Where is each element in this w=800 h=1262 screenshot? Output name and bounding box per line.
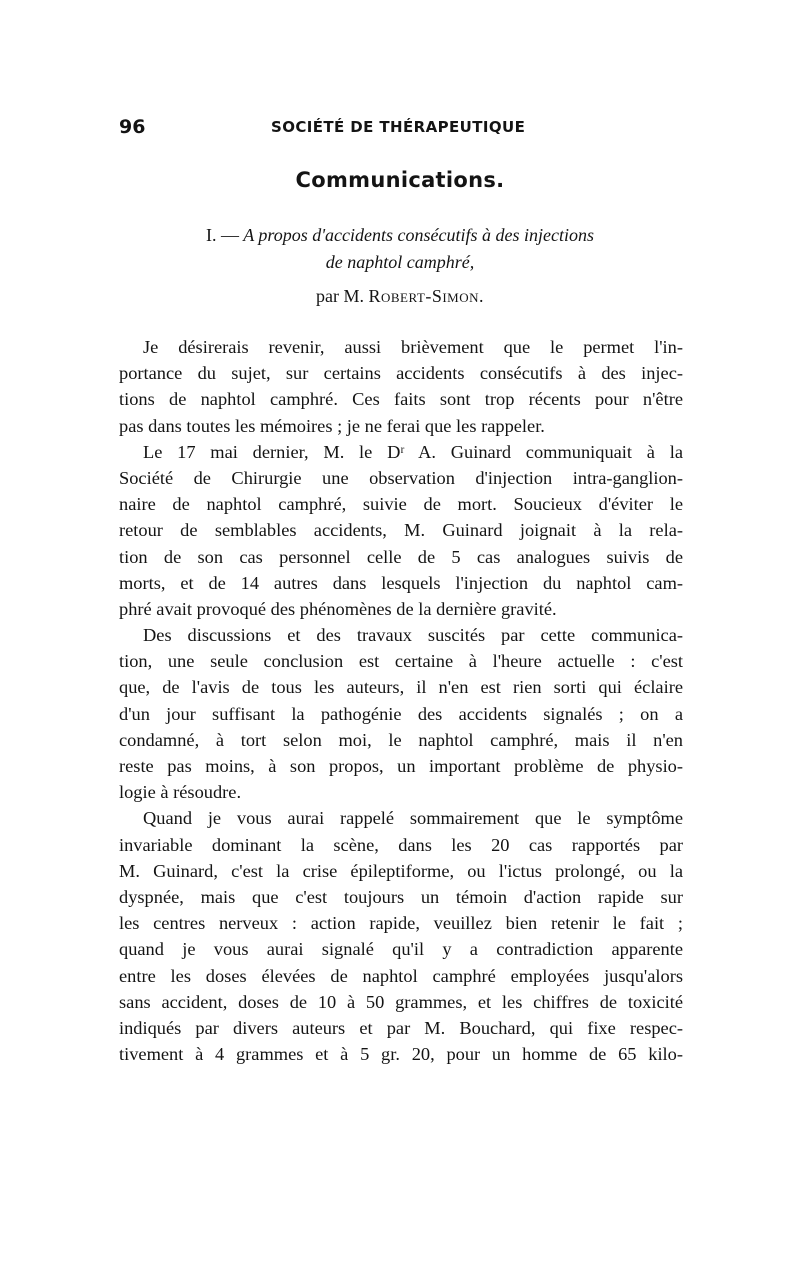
author-name: Robert-Simon. <box>368 286 484 306</box>
body-line: M. Guinard, c'est la crise épileptiforme, ou l'ictus prolongé, ou la <box>119 860 683 881</box>
article-number: I. — <box>206 225 239 245</box>
body-line: les centres nerveux : action rapide, veuillez bien retenir le fait ; <box>119 913 683 934</box>
body-line: entre les doses élevées de naphtol camphré employées jusqu'alors <box>119 965 683 986</box>
body-line: sans accident, doses de 10 à 50 grammes, et les chiffres de toxicité <box>119 991 683 1012</box>
body-line: Je désirerais revenir, aussi brièvement que le permet l'in- <box>143 337 683 357</box>
body-line: tion de son cas personnel celle de 5 cas analogues suivis de <box>119 546 683 567</box>
body-line: portance du sujet, sur certains accidents consécutifs à des injec- <box>119 363 683 384</box>
body-text <box>119 334 683 1067</box>
body-line: invariable dominant la scène, dans les 20 cas rapportés par <box>119 834 683 855</box>
body-line: morts, et de 14 autres dans lesquels l'injection du naphtol cam- <box>119 572 683 593</box>
body-line: d'un jour suffisant la pathogénie des accidents signalés ; on a <box>119 703 683 724</box>
byline-prefix: par M. <box>315 286 364 306</box>
body-line: condamné, à tort selon moi, le naphtol camphré, mais il n'en <box>119 729 683 750</box>
body-line: quand je vous aurai signalé qu'il y a contradiction apparente <box>119 939 683 960</box>
body-line: Des discussions et des travaux suscités par cette communica- <box>143 625 683 646</box>
body-line: tions de naphtol camphré. Ces faits sont trop récents pour n'être <box>119 389 683 410</box>
article-title-line-2: de naphtol camphré, <box>325 252 475 272</box>
byline <box>0 286 800 307</box>
article-title-text-1: A propos d'accidents consécutifs à des injections <box>243 225 594 245</box>
page-header <box>119 116 683 140</box>
running-head: SOCIÉTÉ DE THÉRAPEUTIQUE <box>271 118 526 136</box>
body-line: Quand je vous aurai rappelé sommairement que le symptôme <box>143 808 683 829</box>
section-title: Communications. <box>295 168 505 192</box>
body-line: retour de semblables accidents, M. Guinard joignait à la rela- <box>119 520 683 541</box>
body-line: Le 17 mai dernier, M. le Dʳ A. Guinard communiquait à la <box>143 441 683 462</box>
article-title <box>0 222 800 276</box>
body-line: pas dans toutes les mémoires ; je ne ferai que les rappeler. <box>119 415 545 436</box>
body-line: reste pas moins, à son propos, un important problème de physio- <box>119 756 683 776</box>
body-line: naire de naphtol camphré, suivie de mort. Soucieux d'éviter le <box>119 494 683 515</box>
body-line: phré avait provoqué des phénomènes de la dernière gravité. <box>119 598 557 619</box>
body-line: que, de l'avis de tous les auteurs, il n'en est rien sorti qui éclaire <box>119 677 683 698</box>
body-line: tivement à 4 grammes et à 5 gr. 20, pour un homme de 65 kilo- <box>119 1044 683 1065</box>
body-line: logie à résoudre. <box>119 782 242 803</box>
body-line: dyspnée, mais que c'est toujours un témoin d'action rapide sur <box>119 886 683 907</box>
page-number: 96 <box>119 116 146 138</box>
body-line: tion, une seule conclusion est certaine à l'heure actuelle : c'est <box>119 651 683 672</box>
article-title-line-1 <box>0 222 800 249</box>
body-line: indiqués par divers auteurs et par M. Bouchard, qui fixe respec- <box>119 1017 683 1038</box>
body-line: Société de Chirurgie une observation d'injection intra-ganglion- <box>119 467 683 488</box>
